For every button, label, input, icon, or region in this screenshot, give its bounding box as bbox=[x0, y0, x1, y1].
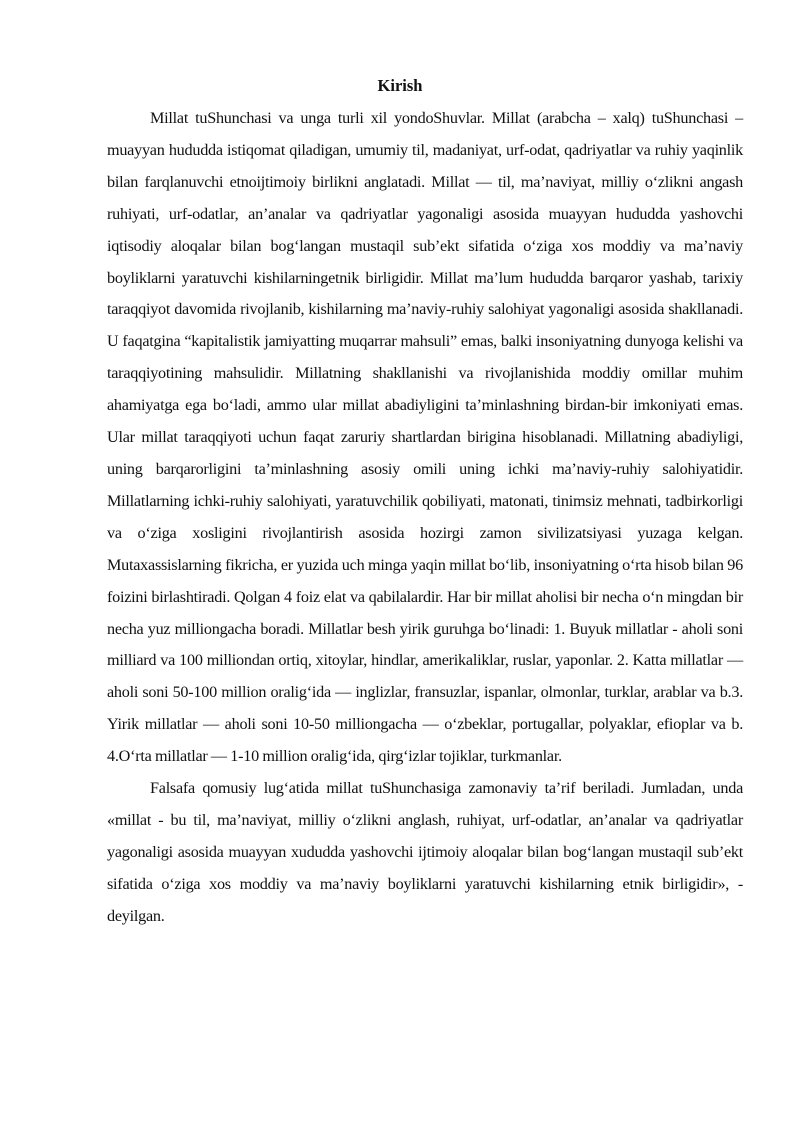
document-title: Kirish bbox=[377, 76, 423, 95]
paragraph-millat-definition: Millat tuShunchasi va unga turli xil yondoShuvlar. Millat (arabcha – xalq) tuShunchasi – muayyan hududda istiqomat qiladigan, umumiy til, madaniyat, urf-odat, qadriyatlar va ruhiy yaqinlik bilan farqlanuvchi etnoijtimoiy birlikni anglatadi. Millat — til, ma’naviyat, milliy o‘zlikni angash ruhiyati, urf-odatlar, an’analar va qadriyatlar yagonaligi asosida muayyan hududda yashovchi iqtisodiy aloqalar bilan bog‘langan mustaqil sub’ekt sifatida o‘ziga xos moddiy va ma’naviy boyliklarni yaratuvchi kishilarningetnik birligidir. Millat ma’lum hududda barqaror yashab, tarixiy taraqqiyot davomida rivojlanib, kishilarning ma’naviy-ruhiy salohiyat yagonaligi asosida shakllanadi. U faqatgina “kapitalistik jamiyatting muqarrar mahsuli” emas, balki insoniyatning dunyoga kelishi va taraqqiyotining mahsulidir. Millatning shakllanishi va rivojlanishida moddiy omillar muhim ahamiyatga ega bo‘ladi, ammo ular millat abadiyligini ta’minlashning birdan-bir imkoniyati emas. Ular millat taraqqiyoti uchun faqat zaruriy shartlardan birigina hisoblanadi. Millatning abadiyligi, uning barqarorligini ta’minlashning asosiy omili uning ichki ma’naviy-ruhiy salohiyatidir. Millatlarning ichki-ruhiy salohiyati, yaratuvchilik qobiliyati, matonati, tinimsiz mehnati, tadbirkorligi va o‘ziga xosligini rivojlantirish asosida hozirgi zamon sivilizatsiyasi yuzaga kelgan. Mutaxassislarning fikricha, er yuzida uch minga yaqin millat bo‘lib, insoniyatning o‘rta hisob bilan 96 foizini birlashtiradi. Qolgan 4 foiz elat va qabilalardir. Har bir millat aholisi bir necha o‘n mingdan bir necha yuz milliongacha boradi. Millatlar besh yirik guruhga bo‘linadi: 1. Buyuk millatlar - aholi soni milliard va 100 milliondan ortiq, xitoylar, hindlar, amerikaliklar, ruslar, yaponlar. 2. Katta millatlar — aholi soni 50-100 million oralig‘ida — inglizlar, fransuzlar, ispanlar, olmonlar, turklar, arablar va b.3. Yirik millatlar — aholi soni 10-50 milliongacha — o‘zbeklar, portugallar, polyaklar, efioplar va b. 4.O‘rta millatlar — 1-10 million oralig‘ida, qirg‘izlar tojiklar, turkmanlar. bbox=[107, 109, 743, 766]
document-body bbox=[107, 103, 743, 933]
paragraph-falsafa-qomusiy: Falsafa qomusiy lug‘atida millat tuShunchasiga zamonaviy ta’rif beriladi. Jumladan, unda «millat - bu til, ma’naviyat, milliy o‘zlikni anglash, ruhiyat, urf-odatlar, an’analar va qadriyatlar yagonaligi asosida muayyan xududda yashovchi ijtimoiy aloqalar bilan bog‘langan mustaqil sub’ekt sifatida o‘ziga xos moddiy va ma’naviy boyliklarni yaratuvchi kishilarning etnik birligidir», - deyilgan. bbox=[107, 779, 743, 925]
